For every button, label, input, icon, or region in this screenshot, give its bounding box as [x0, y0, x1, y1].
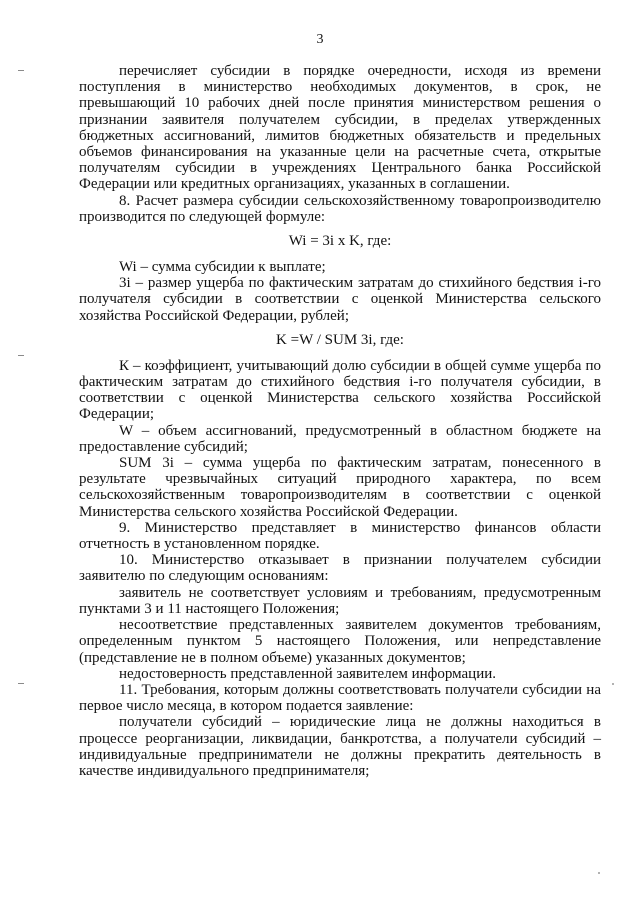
formula-subsidy-amount: Wi = 3i x K, где:	[288, 233, 392, 250]
formula-coefficient: K =W / SUM 3i, где:	[276, 331, 404, 348]
paragraph-11-requirements: 11. Требования, которым должны соответствовать получатели субсидии на первое число месяца, в котором подается заявление:	[79, 681, 601, 715]
paragraph-transfer-subsidy: перечисляет субсидии в порядке очередности, исходя из времени поступления в министерство необходимых документов, в срок, не превышающий 10 рабочих дней после принятия министерством решения о признании заявителя получателем субсидии, в пределах утвержденных бюджетных ассигнований, лимитов бюджетных обязательств и предельных объемов финансирования на указанные цели на расчетные счета, открытые получателям субсидии в учреждениях Центрального банка Российской Федерации или кредитных организациях, указанных в соглашении.	[79, 63, 601, 193]
list-item-requirement-reorganization: получатели субсидий – юридические лица не должны находиться в процессе реорганизации, ликвидации, банкротства, а получатели субсидий – индивидуальные предприниматели не должны прекратить деятельность в качестве индивидуального предпринимателя;	[79, 714, 601, 779]
scan-speck	[612, 683, 614, 685]
list-item-refusal-conditions: заявитель не соответствует условиям и требованиям, предусмотренным пунктами 3 и 11 настоящего Положения;	[79, 584, 601, 617]
list-item-refusal-documents: несоответствие представленных заявителем документов требованиям, определенным пунктом 5 настоящего Положения, или непредставление (представление не в полном объеме) указанных документов;	[79, 617, 601, 666]
paragraph-k-definition: К – коэффициент, учитывающий долю субсидии в общей сумме ущерба по фактическим затратам до стихийного бедствия i-го получателя субсидии, в соответствии с оценкой Министерства сельского хозяйства Российской Федерации;	[79, 357, 601, 423]
scan-margin-mark	[18, 355, 24, 356]
paragraph-w-definition: W – объем ассигнований, предусмотренный в областном бюджете на предоставление субсидий;	[79, 422, 601, 455]
paragraph-9-reporting: 9. Министерство представляет в министерство финансов области отчетность в установленном порядке.	[79, 519, 601, 553]
document-body	[79, 63, 601, 779]
paragraph-8-formula-intro: 8. Расчет размера субсидии сельскохозяйственному товаропроизводителю производится по следующей формуле:	[79, 192, 601, 225]
paragraph-10-refusal: 10. Министерство отказывает в признании получателем субсидии заявителю по следующим основаниям:	[79, 552, 601, 585]
list-item-refusal-information: недостоверность представленной заявителем информации.	[119, 665, 497, 682]
scan-margin-mark	[18, 683, 24, 684]
scan-margin-mark	[18, 70, 24, 71]
paragraph-sum-definition: SUM 3i – сумма ущерба по фактическим затратам, понесенного в результате чрезвычайных ситуаций природного характера, по всем сельскохозяйственным товаропроизводителям в соответствии с оценкой Министерства сельского хозяйства Российской Федерации.	[79, 455, 601, 520]
page-number: 3	[316, 32, 324, 47]
paragraph-3i-definition: 3i – размер ущерба по фактическим затратам до стихийного бедствия i-го получателя субсидии в соответствии с оценкой Министерства сельского хозяйства Российской Федерации, рублей;	[79, 275, 601, 324]
paragraph-wi-definition: Wi – сумма субсидии к выплате;	[119, 259, 326, 276]
scan-speck	[598, 872, 600, 874]
